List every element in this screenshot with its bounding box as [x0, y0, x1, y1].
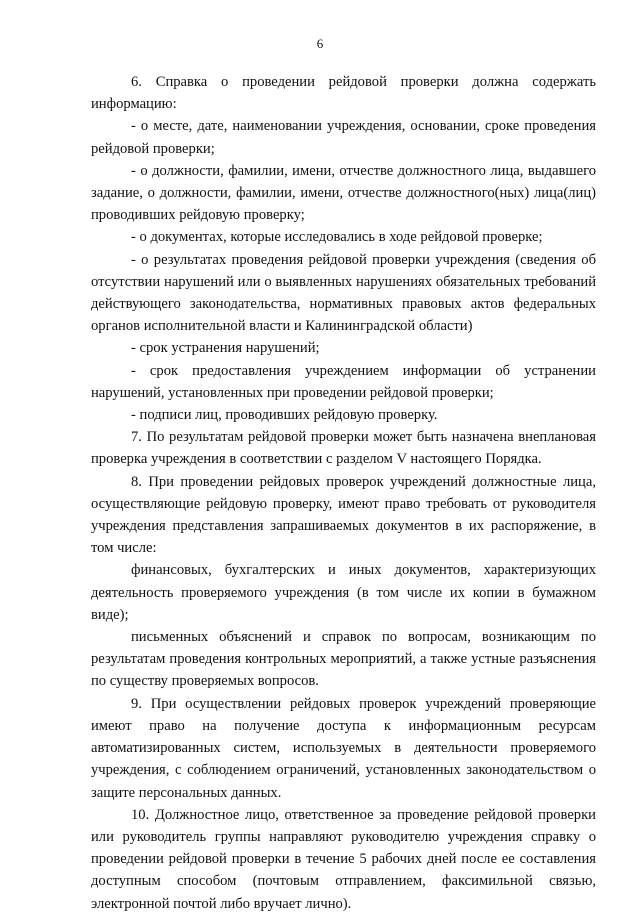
paragraph-financial-docs: финансовых, бухгалтерских и иных документов, характеризующих деятельность проверяемого учреждения (в том числе их копии в бумажном виде); — [91, 562, 596, 623]
paragraph-item-10: 10. Должностное лицо, ответственное за проведение рейдовой проверки или руководитель группы направляют руководителю учреждения справку о проведении рейдовой проверки в течение 5 рабочих дней после ее составления доступным способом (почтовым отправлением, факсимильной связью, электронной почтой либо вручает лично). — [91, 806, 596, 912]
list-item-officials: - о должности, фамилии, имени, отчестве должностного лица, выдавшего задание, о должности, фамилии, имени, отчестве должностного(ных) лица(лиц) проводивших рейдовую проверку; — [91, 162, 596, 224]
document-body — [91, 71, 596, 915]
list-item-documents: - о документах, которые исследовались в ходе рейдовой проверке; — [131, 229, 543, 246]
paragraph-item-8: 8. При проведении рейдовых проверок учреждений должностные лица, осуществляющие рейдовую проверку, имеют право требовать от руководителя учреждения представления запрашиваемых документов в их распоряжение, в том числе: — [91, 473, 596, 557]
page-number: 6 — [316, 36, 324, 51]
list-item-results: - о результатах проведения рейдовой проверки учреждения (сведения об отсутствии нарушений или о выявленных нарушениях обязательных требований действующего законодательства, нормативных правовых актов федеральных органов исполнительной власти и Калининградской области) — [91, 251, 596, 335]
paragraph-item-9: 9. При осуществлении рейдовых проверок учреждений проверяющие имеют право на получение доступа к информационным ресурсам автоматизированных систем, используемых в деятельности проверяемого учреждения, с соблюдением ограничений, установленных законодательством о защите персональных данных. — [91, 695, 596, 801]
paragraph-item-7: 7. По результатам рейдовой проверки может быть назначена внеплановая проверка учреждения в соответствии с разделом V настоящего Порядка. — [91, 429, 596, 468]
list-item-signatures: - подписи лиц, проводивших рейдовую проверку. — [131, 407, 438, 424]
list-item-info-deadline: - срок предоставления учреждением информации об устранении нарушений, установленных при проведении рейдовой проверки; — [91, 362, 596, 401]
paragraph-item-6: 6. Справка о проведении рейдовой проверки должна содержать информацию: — [91, 74, 596, 113]
list-item-place-date: - о месте, дате, наименовании учреждения, основании, сроке проведения рейдовой проверки; — [91, 118, 596, 157]
paragraph-written-explanations: письменных объяснений и справок по вопросам, возникающим по результатам проведения контрольных мероприятий, а также устные разъяснения по существу проверяемых вопросов. — [91, 629, 596, 690]
list-item-deadline: - срок устранения нарушений; — [131, 340, 320, 357]
